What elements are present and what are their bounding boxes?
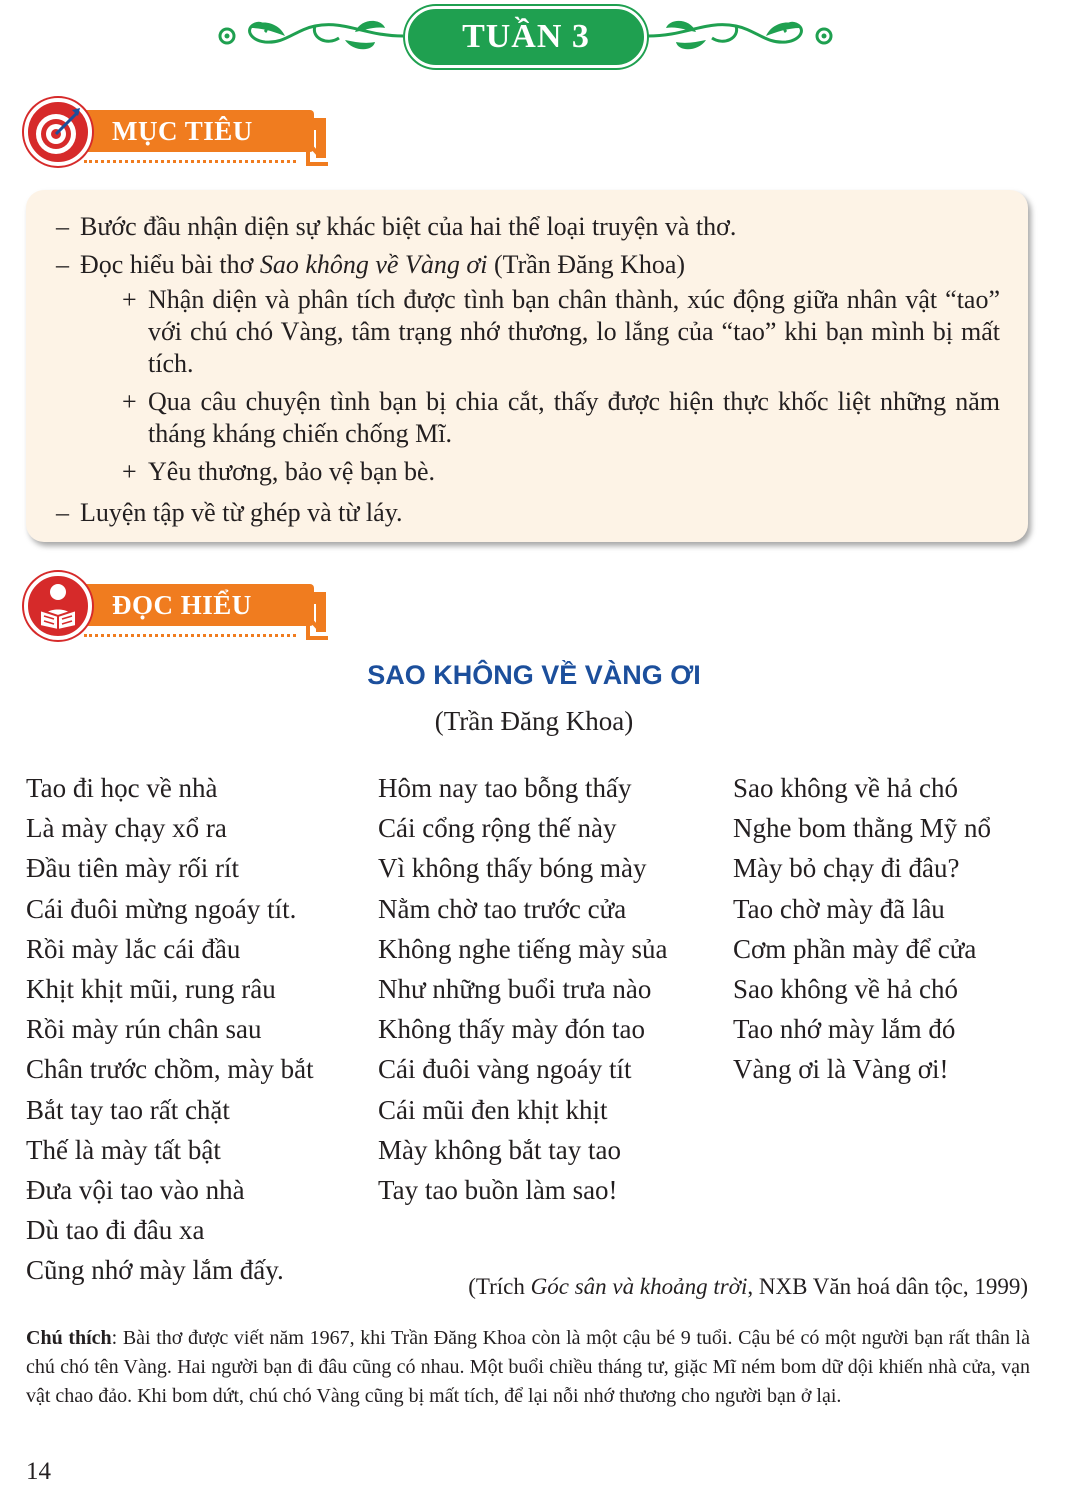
reader-icon bbox=[24, 572, 92, 640]
poem-line: Nghe bom thằng Mỹ nổ bbox=[733, 813, 991, 844]
poem-line: Tao đi học về nhà bbox=[26, 773, 218, 803]
poem-author: (Trần Đăng Khoa) bbox=[434, 706, 634, 736]
week-label: TUẦN 3 bbox=[405, 6, 647, 68]
poem-line: Rồi mày rún chân sau bbox=[26, 1014, 262, 1045]
poem-line: Mày bỏ chạy đi đâu? bbox=[733, 853, 960, 884]
poem-line: Không nghe tiếng mày sủa bbox=[378, 933, 668, 964]
reading-heading: ĐỌC HIỂU bbox=[74, 584, 314, 626]
poem-line: Cũng nhớ mày lắm đấy. bbox=[26, 1255, 284, 1286]
poem-line: Vàng ơi là Vàng ơi! bbox=[733, 1054, 949, 1085]
poem-line: Không thấy mày đón tao bbox=[378, 1014, 645, 1045]
poem-line: Đưa vội tao vào nhà bbox=[26, 1175, 245, 1206]
week-header bbox=[0, 6, 1068, 70]
poem-line: Tay tao buồn làm sao! bbox=[378, 1175, 618, 1206]
poem-line: Bắt tay tao rất chặt bbox=[26, 1094, 230, 1125]
poem-line: Hôm nay tao bỗng thấy bbox=[378, 773, 632, 803]
objective-subitem: + Yêu thương, bảo vệ bạn bè. bbox=[122, 457, 436, 486]
footnote-text: : Bài thơ được viết năm 1967, khi Trần Đăng Khoa còn là một cậu bé 9 tuổi. Cậu bé có một người bạn rất thân là chú chó tên Vàng. Hai người bạn đi đâu cũng có nhau. Một buổi chiều tháng tư, giặc Mĩ ném bom dữ dội khiến nhà cửa, vạn vật chao đảo. Khi bom dứt, chú chó Vàng cũng bị mất tích, để lại nỗi nhớ thương cho người bạn ở lại. bbox=[26, 1327, 1030, 1407]
objectives-badge bbox=[24, 96, 324, 176]
poem-source: (Trích Góc sân và khoảng trời, NXB Văn hoá dân tộc, 1999) bbox=[468, 1274, 1028, 1299]
poem-line: Dù tao đi đâu xa bbox=[26, 1215, 205, 1246]
poem-line: Tao chờ mày đã lâu bbox=[733, 893, 945, 924]
objective-item: – Bước đầu nhận diện sự khác biệt của hai thể loại truyện và thơ. bbox=[56, 212, 737, 241]
objective-subitem: + Qua câu chuyện tình bạn bị chia cắt, thấy được hiện thực khốc liệt những năm tháng kháng chiến chống Mĩ. bbox=[122, 387, 1000, 448]
poem-column-2 bbox=[378, 768, 667, 1210]
objective-item: – Luyện tập về từ ghép và từ láy. bbox=[56, 498, 403, 527]
objectives-heading: MỤC TIÊU bbox=[74, 110, 314, 152]
badge-dotted-underline bbox=[84, 634, 296, 637]
poem-line: Là mày chạy xổ ra bbox=[26, 813, 227, 844]
target-icon bbox=[24, 98, 92, 166]
poem-column-1 bbox=[26, 768, 314, 1291]
poem-line: Vì không thấy bóng mày bbox=[378, 853, 647, 884]
poem-line: Mày không bắt tay tao bbox=[378, 1134, 621, 1165]
badge-dotted-underline bbox=[84, 160, 296, 163]
poem-line: Rồi mày lắc cái đầu bbox=[26, 933, 241, 964]
poem-line: Đầu tiên mày rối rít bbox=[26, 853, 239, 884]
poem-line: Sao không về hả chó bbox=[733, 773, 958, 803]
vine-ornament-left-icon bbox=[215, 14, 405, 58]
footnote-label: Chú thích bbox=[26, 1327, 112, 1349]
poem-line: Cái mũi đen khịt khịt bbox=[378, 1094, 608, 1125]
footnote bbox=[26, 1324, 1030, 1411]
poem-line: Như những buổi trưa nào bbox=[378, 974, 652, 1005]
poem-title: SAO KHÔNG VỀ VÀNG ƠI bbox=[367, 660, 701, 690]
objective-item: – Đọc hiểu bài thơ Sao không về Vàng ơi (Trần Đăng Khoa) bbox=[56, 250, 686, 279]
vine-ornament-right-icon bbox=[646, 14, 836, 58]
poem-line: Cơm phần mày để cửa bbox=[733, 933, 977, 964]
poem-line: Cái đuôi vàng ngoáy tít bbox=[378, 1054, 632, 1085]
poem-line: Cái cổng rộng thế này bbox=[378, 813, 617, 844]
poem-column-3 bbox=[733, 768, 991, 1090]
poem-line: Cái đuôi mừng ngoáy tít. bbox=[26, 893, 297, 924]
reading-badge bbox=[24, 570, 324, 650]
poem-line: Khịt khịt mũi, rung râu bbox=[26, 974, 276, 1005]
poem-line: Chân trước chồm, mày bắt bbox=[26, 1054, 314, 1085]
page-number: 14 bbox=[26, 1458, 51, 1485]
objective-subitem: + Nhận diện và phân tích được tình bạn chân thành, xúc động giữa nhân vật “tao” với chú chó Vàng, tâm trạng nhớ thương, lo lắng của “tao” khi bạn mình bị mất tích. bbox=[122, 285, 1000, 378]
objectives-box bbox=[26, 190, 1028, 542]
poem-line: Sao không về hả chó bbox=[733, 974, 958, 1005]
poem-line: Tao nhớ mày lắm đó bbox=[733, 1014, 956, 1045]
poem-line: Nằm chờ tao trước cửa bbox=[378, 893, 627, 924]
poem-line: Thế là mày tất bật bbox=[26, 1134, 221, 1165]
